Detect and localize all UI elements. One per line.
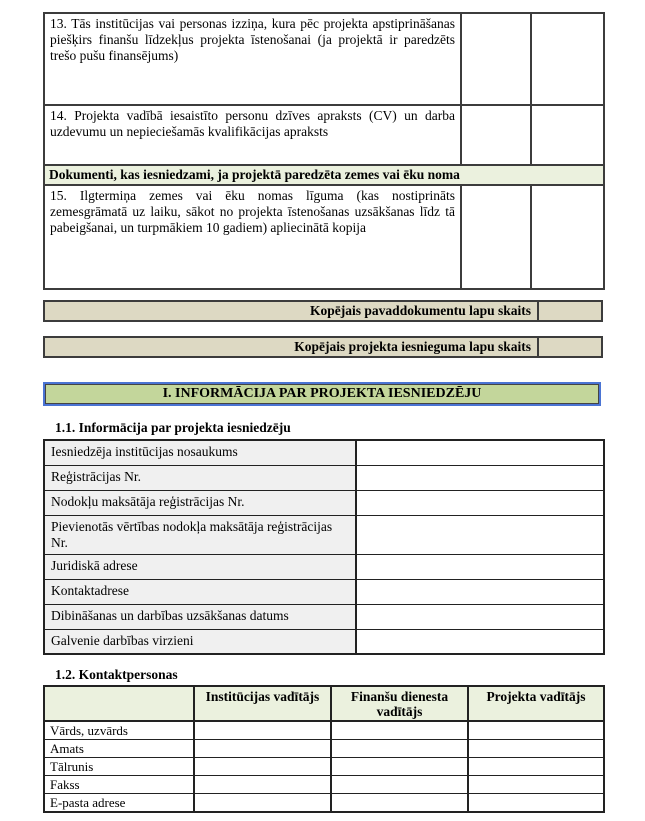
field-label: Nodokļu maksātāja reģistrācijas Nr. — [44, 490, 356, 515]
field-value-cell — [356, 515, 604, 554]
document-14-label: 14. Projekta vadībā iesaistīto personu dzīves apraksts (CV) un darba uzdevumu un nepieciešamās kvalifikācijas apraksts — [44, 105, 461, 165]
contact-persons-table — [43, 685, 605, 813]
table-row — [44, 579, 604, 604]
field-value-cell — [468, 794, 604, 813]
field-value-cell — [468, 776, 604, 794]
empty-cell — [531, 13, 604, 105]
document-15-label: 15. Ilgtermiņa zemes vai ēku nomas līguma (kas nostiprināts zemesgrāmatā uz laiku, sākot no projekta īstenošanas uzsākšanas līdz tā pabeigšanai, un turpmākiem 10 gadiem) apliecinātā kopija — [44, 185, 461, 289]
table-row — [44, 721, 604, 740]
table-header-row — [44, 686, 604, 721]
field-value-cell — [194, 721, 331, 740]
empty-cell — [461, 105, 531, 165]
empty-cell — [531, 105, 604, 165]
field-value-cell — [468, 758, 604, 776]
field-label: Kontaktadrese — [44, 579, 356, 604]
field-label: Tālrunis — [44, 758, 194, 776]
field-value-cell — [356, 604, 604, 629]
column-header: Projekta vadītājs — [468, 686, 604, 721]
table-row — [44, 105, 604, 165]
total-attachment-pages-value — [537, 302, 601, 320]
total-attachment-pages-label: Kopējais pavaddokumentu lapu skaits — [310, 303, 531, 318]
field-value-cell — [331, 740, 468, 758]
field-label: Juridiskā adrese — [44, 554, 356, 579]
field-value-cell — [331, 776, 468, 794]
subsection-1-2-title: 1.2. Kontaktpersonas — [55, 667, 178, 682]
field-label: Reģistrācijas Nr. — [44, 465, 356, 490]
table-row — [44, 776, 604, 794]
field-value-cell — [356, 579, 604, 604]
supporting-documents-table — [43, 12, 605, 290]
field-value-cell — [356, 490, 604, 515]
applicant-info-table — [43, 439, 605, 655]
column-header: Finanšu dienesta vadītājs — [331, 686, 468, 721]
table-row — [44, 490, 604, 515]
field-value-cell — [194, 740, 331, 758]
subsection-1-1-title: 1.1. Informācija par projekta iesniedzēju — [55, 420, 291, 435]
field-value-cell — [356, 629, 604, 654]
document-13-label: 13. Tās institūcijas vai personas izziņa, kura pēc projekta apstiprināšanas piešķirs finanšu līdzekļus projekta īstenošanai (ja projektā ir paredzēts trešo pušu finansējums) — [44, 13, 461, 105]
section-i-heading: I. INFORMĀCIJA PAR PROJEKTA IESNIEDZĒJU — [43, 382, 601, 406]
field-label: Iesniedzēja institūcijas nosaukums — [44, 440, 356, 465]
field-value-cell — [331, 794, 468, 813]
field-value-cell — [356, 440, 604, 465]
table-row — [44, 465, 604, 490]
field-label: Vārds, uzvārds — [44, 721, 194, 740]
empty-header-cell — [44, 686, 194, 721]
field-label: Dibināšanas un darbības uzsākšanas datums — [44, 604, 356, 629]
table-section-header-row — [44, 165, 604, 185]
table-row — [44, 185, 604, 289]
field-label: Amats — [44, 740, 194, 758]
field-label: Galvenie darbības virzieni — [44, 629, 356, 654]
total-application-pages-label: Kopējais projekta iesnieguma lapu skaits — [294, 339, 531, 354]
section-header-label: Dokumenti, kas iesniedzami, ja projektā paredzēta zemes vai ēku noma — [44, 165, 604, 185]
field-value-cell — [468, 740, 604, 758]
field-value-cell — [194, 794, 331, 813]
empty-cell — [461, 13, 531, 105]
total-application-pages-value — [537, 338, 601, 356]
field-value-cell — [356, 554, 604, 579]
total-application-pages-bar — [43, 336, 603, 358]
field-value-cell — [331, 721, 468, 740]
field-value-cell — [194, 758, 331, 776]
field-value-cell — [331, 758, 468, 776]
total-attachment-pages-bar — [43, 300, 603, 322]
field-value-cell — [356, 465, 604, 490]
field-label: Fakss — [44, 776, 194, 794]
table-row — [44, 554, 604, 579]
table-row — [44, 629, 604, 654]
field-value-cell — [194, 776, 331, 794]
field-value-cell — [468, 721, 604, 740]
table-row — [44, 13, 604, 105]
column-header: Institūcijas vadītājs — [194, 686, 331, 721]
table-row — [44, 758, 604, 776]
table-row — [44, 604, 604, 629]
field-label: E-pasta adrese — [44, 794, 194, 813]
table-row — [44, 794, 604, 813]
empty-cell — [461, 185, 531, 289]
table-row — [44, 740, 604, 758]
empty-cell — [531, 185, 604, 289]
table-row — [44, 440, 604, 465]
table-row — [44, 515, 604, 554]
field-label: Pievienotās vērtības nodokļa maksātāja reģistrācijas Nr. — [44, 515, 356, 554]
